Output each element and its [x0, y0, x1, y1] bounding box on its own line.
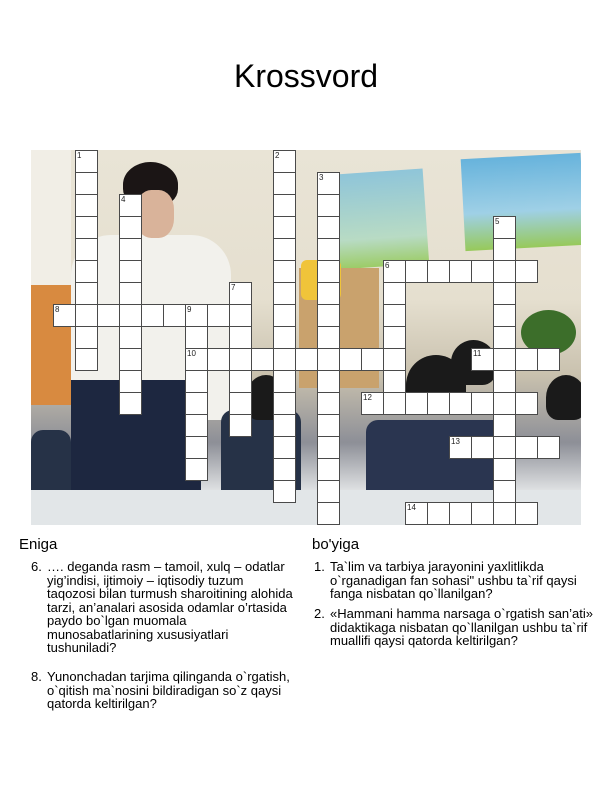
- crossword-cell[interactable]: [273, 392, 296, 415]
- crossword-cell[interactable]: [119, 260, 142, 283]
- crossword-cell[interactable]: [449, 260, 472, 283]
- clue-number-label: 2: [275, 151, 280, 160]
- crossword-cell[interactable]: [383, 370, 406, 393]
- crossword-cell[interactable]: [427, 502, 450, 525]
- crossword-cell[interactable]: [317, 502, 340, 525]
- crossword-cell[interactable]: [317, 304, 340, 327]
- crossword-cell[interactable]: [119, 348, 142, 371]
- crossword-cell[interactable]: [317, 172, 340, 195]
- crossword-cell[interactable]: [515, 502, 538, 525]
- crossword-cell[interactable]: [537, 348, 560, 371]
- clue-number: 2.: [314, 606, 325, 621]
- crossword-cell[interactable]: [229, 326, 252, 349]
- crossword-cell[interactable]: [493, 304, 516, 327]
- crossword-cell[interactable]: [427, 260, 450, 283]
- crossword-cell[interactable]: [229, 348, 252, 371]
- crossword-cell[interactable]: [273, 260, 296, 283]
- crossword-cell[interactable]: [75, 282, 98, 305]
- clue-number-label: 8: [55, 305, 60, 314]
- clue-across-8: [31, 670, 301, 711]
- crossword-cell[interactable]: [273, 370, 296, 393]
- crossword-cell[interactable]: [449, 392, 472, 415]
- crossword-cell[interactable]: [75, 216, 98, 239]
- crossword-cell[interactable]: [251, 348, 274, 371]
- crossword-cell[interactable]: [493, 502, 516, 525]
- crossword-cell[interactable]: [185, 414, 208, 437]
- crossword-cell[interactable]: [471, 260, 494, 283]
- photo-student: [546, 375, 581, 420]
- crossword-cell[interactable]: [229, 304, 252, 327]
- clue-across-6: [31, 560, 293, 655]
- crossword-cell[interactable]: [75, 194, 98, 217]
- crossword-cell[interactable]: [185, 436, 208, 459]
- crossword-cell[interactable]: [75, 150, 98, 173]
- crossword-cell[interactable]: [361, 348, 384, 371]
- clue-number-label: 10: [187, 349, 196, 358]
- crossword-cell[interactable]: [317, 194, 340, 217]
- crossword-cell[interactable]: [317, 458, 340, 481]
- crossword-cell[interactable]: [493, 238, 516, 261]
- crossword-cell[interactable]: [383, 304, 406, 327]
- crossword-cell[interactable]: [493, 260, 516, 283]
- crossword-cell[interactable]: [273, 194, 296, 217]
- clue-number-label: 4: [121, 195, 126, 204]
- crossword-cell[interactable]: [493, 480, 516, 503]
- crossword-cell[interactable]: [119, 392, 142, 415]
- clue-text: …. deganda rasm – tamoil, xulq – odatlar yig’indisi, ijtimoiy – iqtisodiy tuzum taqozosi bilan turmush sharoitining alohida tarzi, an’analari asosida odamlar o’rtasida paydo bo`lgan muomala munosabatlarining xususiyatlari tushuniladi?: [47, 559, 293, 655]
- crossword-cell[interactable]: [75, 348, 98, 371]
- crossword-cell[interactable]: [119, 194, 142, 217]
- crossword-cell[interactable]: [405, 260, 428, 283]
- crossword-cell[interactable]: [273, 414, 296, 437]
- crossword-cell[interactable]: [97, 304, 120, 327]
- crossword-cell[interactable]: [493, 326, 516, 349]
- crossword-cell[interactable]: [317, 480, 340, 503]
- crossword-cell[interactable]: [361, 392, 384, 415]
- crossword-cell[interactable]: [383, 282, 406, 305]
- crossword-cell[interactable]: [317, 348, 340, 371]
- crossword-cell[interactable]: [383, 260, 406, 283]
- crossword-cell[interactable]: [515, 260, 538, 283]
- clue-number-label: 1: [77, 151, 82, 160]
- clue-number-label: 7: [231, 283, 236, 292]
- crossword-cell[interactable]: [493, 392, 516, 415]
- crossword-cell[interactable]: [515, 392, 538, 415]
- crossword-cell[interactable]: [317, 436, 340, 459]
- crossword-cell[interactable]: [471, 392, 494, 415]
- crossword-cell[interactable]: [53, 304, 76, 327]
- crossword-cell[interactable]: [119, 304, 142, 327]
- crossword-cell[interactable]: [493, 370, 516, 393]
- crossword-cell[interactable]: [185, 458, 208, 481]
- crossword-cell[interactable]: [339, 348, 362, 371]
- clue-number-label: 14: [407, 503, 416, 512]
- photo-poster: [461, 153, 581, 251]
- crossword-cell[interactable]: [273, 304, 296, 327]
- crossword-cell[interactable]: [207, 348, 230, 371]
- crossword-cell[interactable]: [317, 260, 340, 283]
- crossword-cell[interactable]: [273, 326, 296, 349]
- crossword-cell[interactable]: [229, 392, 252, 415]
- crossword-cell[interactable]: [317, 392, 340, 415]
- crossword-cell[interactable]: [119, 238, 142, 261]
- crossword-cell[interactable]: [75, 238, 98, 261]
- photo-student: [31, 430, 71, 490]
- photo-door: [31, 285, 76, 405]
- clue-number: 6.: [31, 559, 42, 574]
- crossword-cell[interactable]: [493, 348, 516, 371]
- crossword-cell[interactable]: [295, 348, 318, 371]
- crossword-cell[interactable]: [471, 502, 494, 525]
- crossword-cell[interactable]: [273, 480, 296, 503]
- crossword-cell[interactable]: [75, 326, 98, 349]
- crossword-cell[interactable]: [405, 502, 428, 525]
- clue-text: «Hammani hamma narsaga o`rgatish san’ati» didaktikaga nisbatan qo`llanilgan ushbu ta`rif muallifi qaysi qatorda keltirilgan?: [330, 606, 594, 648]
- crossword-cell[interactable]: [273, 458, 296, 481]
- clue-number-label: 12: [363, 393, 372, 402]
- clue-down-1: [314, 560, 590, 601]
- crossword-cell[interactable]: [185, 348, 208, 371]
- crossword-cell[interactable]: [493, 282, 516, 305]
- down-heading: bo'yiga: [312, 536, 360, 553]
- crossword-cell[interactable]: [383, 326, 406, 349]
- crossword-cell[interactable]: [493, 436, 516, 459]
- crossword-cell[interactable]: [471, 348, 494, 371]
- clue-number-label: 3: [319, 173, 324, 182]
- crossword-cell[interactable]: [449, 436, 472, 459]
- crossword-cell[interactable]: [229, 370, 252, 393]
- crossword-cell[interactable]: [317, 238, 340, 261]
- crossword-cell[interactable]: [515, 436, 538, 459]
- crossword-cell[interactable]: [185, 304, 208, 327]
- clue-number-label: 13: [451, 437, 460, 446]
- page-title: Krossvord: [233, 58, 379, 94]
- clue-number-label: 6: [385, 261, 390, 270]
- crossword-cell[interactable]: [273, 348, 296, 371]
- crossword-cell[interactable]: [185, 392, 208, 415]
- crossword-cell[interactable]: [273, 216, 296, 239]
- crossword-cell[interactable]: [75, 172, 98, 195]
- crossword-cell[interactable]: [229, 414, 252, 437]
- clue-down-2: [314, 607, 594, 648]
- clue-number-label: 5: [495, 217, 500, 226]
- crossword-cell[interactable]: [317, 370, 340, 393]
- crossword-cell[interactable]: [75, 260, 98, 283]
- crossword-cell[interactable]: [273, 150, 296, 173]
- crossword-cell[interactable]: [119, 216, 142, 239]
- crossword-cell[interactable]: [449, 502, 472, 525]
- crossword-cell[interactable]: [163, 304, 186, 327]
- clue-text: Yunonchadan tarjima qilinganda o`rgatish, o`qitish ma`nosini bildiradigan so`z qaysi qatorda keltirilgan?: [47, 669, 290, 711]
- crossword-cell[interactable]: [229, 282, 252, 305]
- crossword-cell[interactable]: [383, 392, 406, 415]
- clue-number: 1.: [314, 559, 325, 574]
- crossword-cell[interactable]: [317, 282, 340, 305]
- crossword-cell[interactable]: [141, 304, 164, 327]
- crossword-cell[interactable]: [185, 370, 208, 393]
- clue-number-label: 11: [473, 349, 482, 358]
- crossword-cell[interactable]: [273, 238, 296, 261]
- crossword-cell[interactable]: [317, 414, 340, 437]
- clue-number: 8.: [31, 669, 42, 684]
- crossword-cell[interactable]: [537, 436, 560, 459]
- crossword-cell[interactable]: [119, 282, 142, 305]
- crossword-cell[interactable]: [207, 304, 230, 327]
- crossword-cell[interactable]: [185, 326, 208, 349]
- crossword-cell[interactable]: [515, 348, 538, 371]
- crossword-cell[interactable]: [273, 436, 296, 459]
- crossword-cell[interactable]: [427, 392, 450, 415]
- crossword-cell[interactable]: [493, 414, 516, 437]
- crossword-cell[interactable]: [119, 326, 142, 349]
- crossword-cell[interactable]: [119, 370, 142, 393]
- crossword-cell[interactable]: [317, 326, 340, 349]
- across-heading: Eniga: [19, 536, 58, 553]
- crossword-cell[interactable]: [471, 436, 494, 459]
- crossword-cell[interactable]: [405, 392, 428, 415]
- clue-number-label: 9: [187, 305, 192, 314]
- crossword-cell[interactable]: [493, 458, 516, 481]
- crossword-cell[interactable]: [75, 304, 98, 327]
- crossword-cell[interactable]: [273, 282, 296, 305]
- crossword-cell[interactable]: [273, 172, 296, 195]
- crossword-cell[interactable]: [383, 348, 406, 371]
- crossword-cell[interactable]: [317, 216, 340, 239]
- clue-text: Ta`lim va tarbiya jarayonini yaxlitlikda o`rganadigan fan sohasi" ushbu ta`rif qaysi fanga nisbatan qo`llanilgan?: [330, 559, 577, 601]
- crossword-cell[interactable]: [493, 216, 516, 239]
